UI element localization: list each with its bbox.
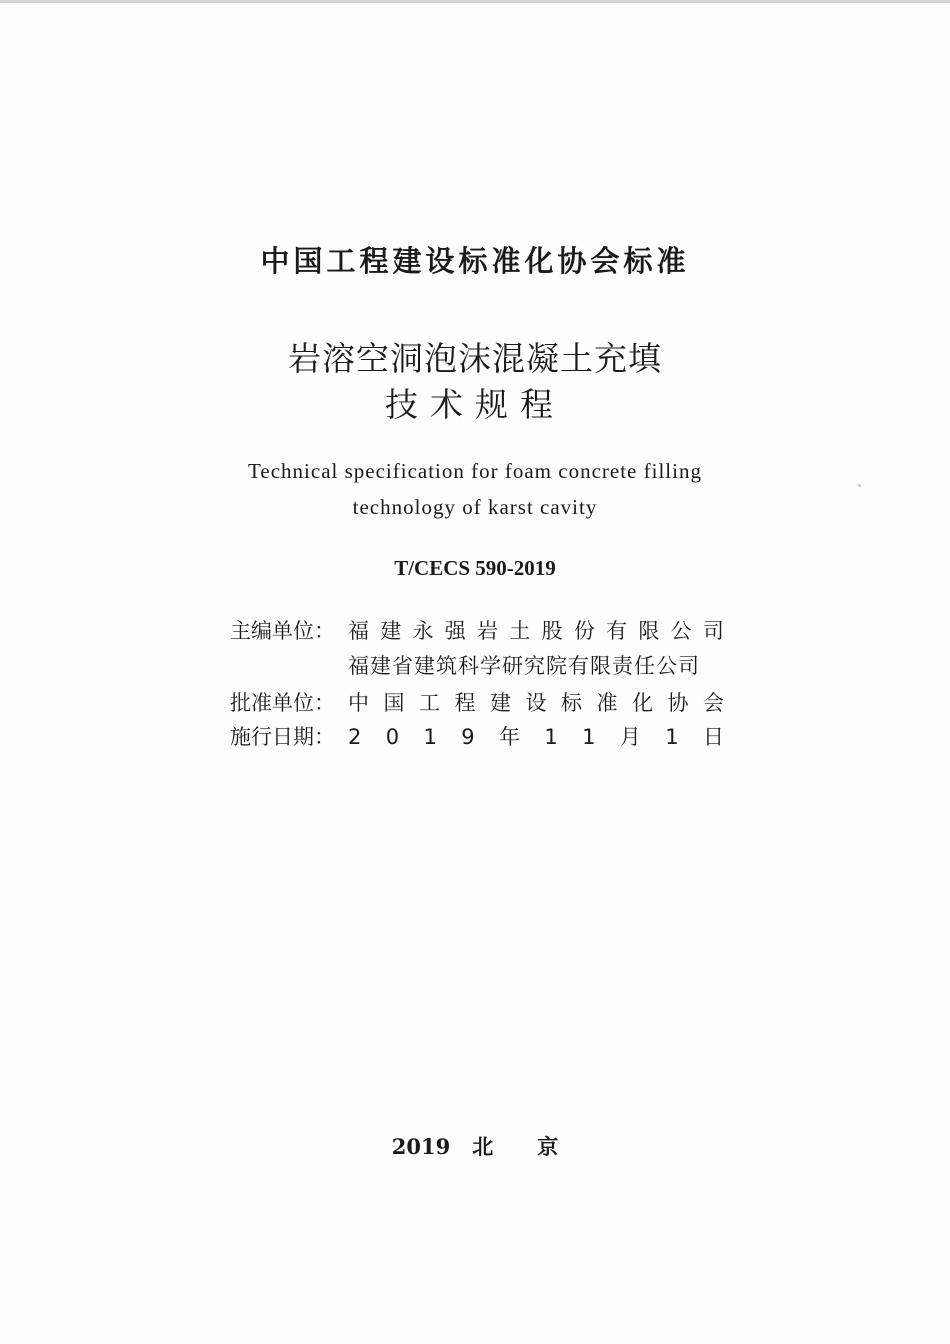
- editor-unit-1-char: 股: [541, 619, 563, 643]
- editor-unit-1-char: 福: [348, 619, 369, 643]
- imprint-city-char-1: 北: [472, 1134, 494, 1159]
- approver-unit-char: 标: [561, 691, 582, 715]
- effective-date-row: [230, 720, 730, 754]
- editor-unit-1-char: 土: [509, 619, 531, 643]
- editor-unit-1-char: 强: [444, 619, 466, 643]
- chinese-title-line-1: 岩溶空洞泡沫混凝土充填: [288, 339, 662, 378]
- standard-code: T/CECS 590-2019: [394, 556, 556, 580]
- effective-date-char: 2: [348, 725, 362, 749]
- effective-date-char: 年: [499, 725, 520, 749]
- approver-unit-char: 准: [596, 691, 618, 715]
- effective-date-char: 1: [665, 725, 679, 749]
- editor-unit-2: 福建省建筑科学研究院有限责任公司: [348, 654, 700, 678]
- english-title-line-2: technology of karst cavity: [352, 495, 598, 519]
- imprint-city-char-2: 京: [537, 1134, 559, 1159]
- approver-unit-char: 建: [490, 691, 511, 715]
- editor-unit-1-char: 建: [380, 619, 402, 643]
- approver-unit-char: 程: [454, 691, 476, 715]
- editor-unit-1: [348, 614, 724, 648]
- approver-unit-char: 设: [525, 691, 547, 715]
- imprint-year: 2019: [391, 1134, 451, 1159]
- approver-unit-char: 中: [348, 691, 369, 715]
- effective-date-char: 1: [544, 725, 558, 749]
- imprint: [0, 1132, 950, 1162]
- effective-date-char: 9: [461, 725, 475, 749]
- editor-unit-1-char: 司: [702, 619, 724, 643]
- approver-label: 批准单位：: [230, 691, 335, 715]
- editor-unit-1-char: 岩: [477, 619, 499, 643]
- top-edge-rule: [0, 0, 950, 3]
- chinese-title-line-2: 技术规程: [385, 385, 565, 424]
- editor-row-2: [230, 649, 730, 683]
- editor-label: 主编单位：: [230, 619, 335, 643]
- effective-date-char: 1: [582, 725, 596, 749]
- editor-unit-1-char: 限: [638, 619, 660, 643]
- editor-unit-1-char: 公: [670, 619, 692, 643]
- approver-unit-char: 协: [667, 691, 689, 715]
- approver-unit-char: 工: [419, 691, 440, 715]
- editor-unit-1-char: 有: [606, 619, 628, 643]
- effective-date-char: 1: [423, 725, 437, 749]
- editor-row: [230, 614, 730, 648]
- effective-date-char: 日: [703, 725, 724, 749]
- effective-date-char: 月: [619, 725, 641, 749]
- approver-unit: [348, 686, 724, 720]
- effective-date-value: [348, 720, 724, 754]
- english-title-line-1: Technical specification for foam concrete filling: [248, 459, 702, 483]
- approver-unit-char: 国: [383, 691, 405, 715]
- editor-unit-1-char: 永: [412, 619, 434, 643]
- effective-date-char: 0: [385, 725, 400, 749]
- effective-date-label: 施行日期：: [230, 725, 335, 749]
- approver-row: [230, 686, 730, 720]
- approver-unit-char: 化: [632, 691, 653, 715]
- association-heading: 中国工程建设标准化协会标准: [260, 244, 690, 278]
- editor-unit-1-char: 份: [573, 619, 595, 643]
- approver-unit-char: 会: [703, 691, 724, 715]
